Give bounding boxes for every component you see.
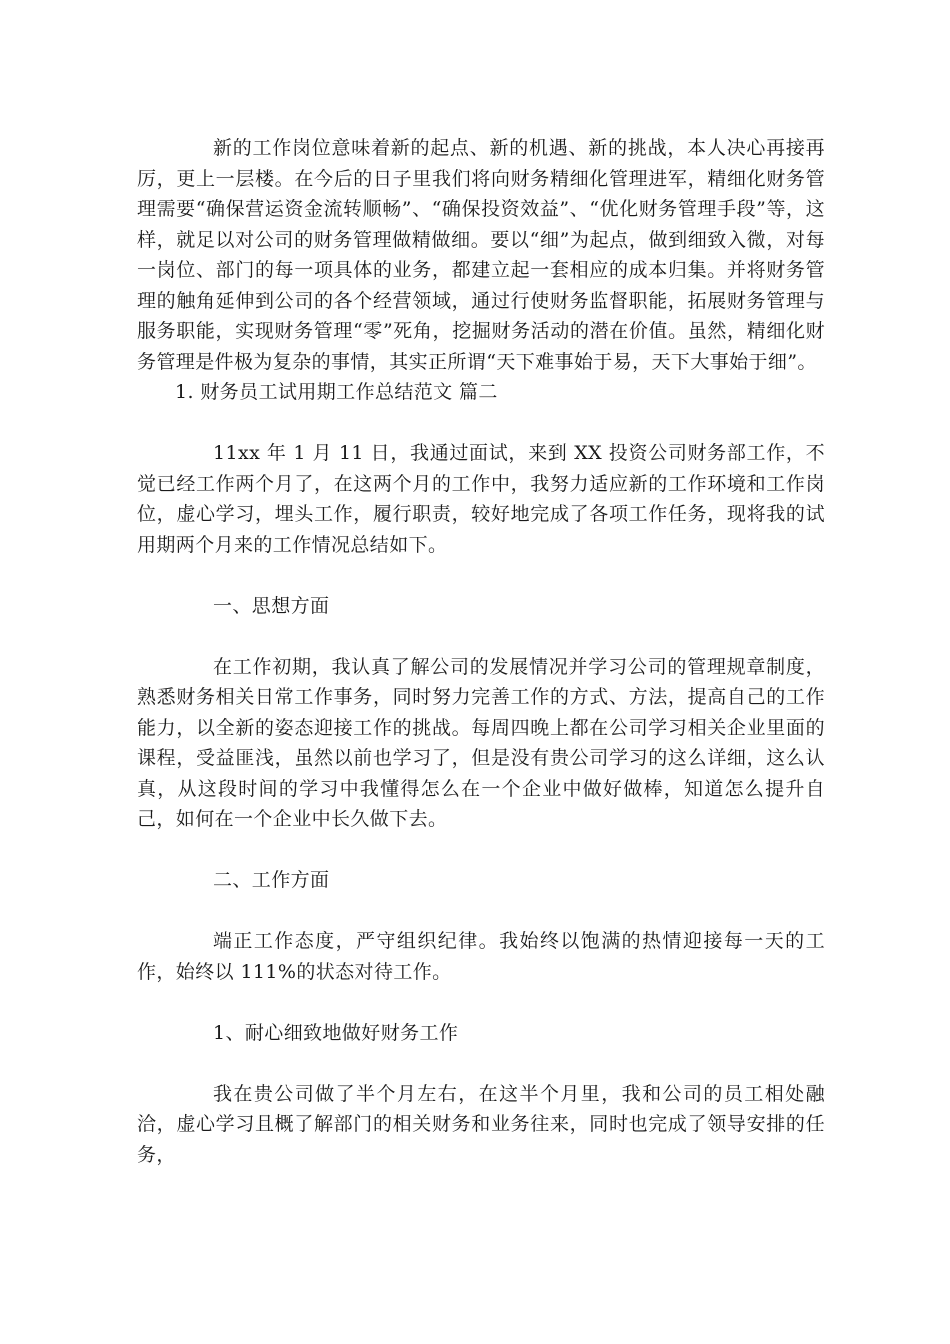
paragraph-start-date: 11xx 年 1 月 11 日，我通过面试，来到 XX 投资公司财务部工作，不觉已经工作两个月了，在这两个月的工作中，我努力适应新的工作环境和工作岗位，虚心学习，埋头工作，履行职责，较好地完成了各项工作任务，现将我的试用期两个月来的工作情况总结如下。 (137, 442, 825, 556)
heading-finance-work: 1、耐心细致地做好财务工作 (213, 1021, 459, 1044)
paragraph-intro: 新的工作岗位意味着新的起点、新的机遇、新的挑战，本人决心再接再厉，更上一层楼。在今后的日子里我们将向财务精细化管理进军，精细化财务管理需要“确保营运资金流转顺畅”、“确保投资效益”、“优化财务管理手段”等，这样，就足以对公司的财务管理做精做细。要以“细”为起点，做到细致入微，对每一岗位、部门的每一项具体的业务，都建立起一套相应的成本归集。并将财务管理的触角延伸到公司的各个经营领域，通过行使财务监督职能，拓展财务管理与服务职能，实现财务管理“零”死角，挖掘财务活动的潜在价值。虽然，精细化财务管理是件极为复杂的事情，其实正所谓“天下难事始于易，天下大事始于细”。 (137, 137, 825, 373)
paragraph-attitude: 端正工作态度，严守组织纪律。我始终以饱满的热情迎接每一天的工作，始终以 111%的状态对待工作。 (137, 930, 825, 983)
heading-thought: 一、思想方面 (213, 594, 330, 617)
document-body (137, 133, 825, 1170)
paragraph-thought: 在工作初期，我认真了解公司的发展情况并学习公司的管理规章制度，熟悉财务相关日常工作事务，同时努力完善工作的方式、方法，提高自己的工作能力，以全新的姿态迎接工作的挑战。每周四晚上都在公司学习相关企业里面的课程，受益匪浅，虽然以前也学习了，但是没有贵公司学习的这么详细，这么认真，从这段时间的学习中我懂得怎么在一个企业中做好做棒，知道怎么提升自己，如何在一个企业中长久做下去。 (137, 655, 825, 830)
heading-work: 二、工作方面 (213, 869, 330, 891)
paragraph-finance-work: 我在贵公司做了半个月左右，在这半个月里，我和公司的员工相处融洽，虚心学习且概了解部门的相关财务和业务往来，同时也完成了领导安排的任务， (137, 1082, 825, 1166)
section-title: 1. 财务员工试用期工作总结范文 篇二 (175, 381, 498, 403)
